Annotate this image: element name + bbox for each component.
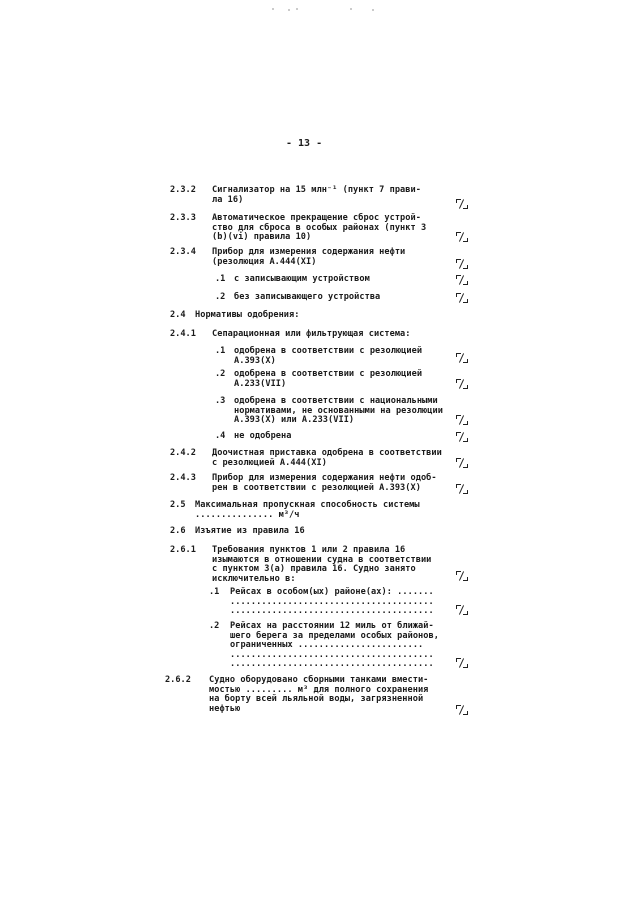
item-number: .3	[215, 396, 226, 406]
checkbox-icon[interactable]	[455, 292, 469, 304]
checkbox-icon[interactable]	[455, 704, 469, 716]
item-number: 2.6.2	[165, 675, 191, 685]
scan-speck	[296, 8, 298, 10]
checkbox-icon[interactable]	[455, 570, 469, 582]
item-number: .1	[215, 346, 226, 356]
checkbox-icon[interactable]	[455, 198, 469, 210]
item-number: .1	[209, 587, 220, 597]
item-text: Прибор для измерения содержания нефти (резолюция А.444(XI)	[212, 247, 406, 267]
item-text: Сепарационная или фильтрующая система:	[212, 329, 411, 339]
checkbox-icon[interactable]	[455, 258, 469, 270]
checkbox-icon[interactable]	[455, 274, 469, 286]
item-number: 2.5	[170, 500, 186, 510]
item-number: 2.4.3	[170, 473, 196, 483]
item-text: Доочистная приставка одобрена в соответствии с резолюцией А.444(XI)	[212, 448, 442, 468]
checkbox-icon[interactable]	[455, 414, 469, 426]
item-text: Автоматическое прекращение сброс устрой- ство для сброса в особых районах (пункт 3 (b)(vi) правила 10)	[212, 213, 427, 243]
checkbox-icon[interactable]	[455, 431, 469, 443]
item-number: .2	[209, 621, 220, 631]
item-text: одобрена в соответствии с резолюцией А.233(VII)	[234, 369, 423, 389]
section-heading: Нормативы одобрения:	[195, 310, 300, 320]
item-text: Максимальная пропускная способность системы ............... м³/ч	[195, 500, 420, 520]
item-text: Рейсах в особом(ых) районе(ах): ....... ....................................... .......................................	[230, 587, 434, 617]
item-text: одобрена в соответствии с национальными нормативами, не основанными на резолюции А.393(X) или А.233(VII)	[234, 396, 443, 426]
checkbox-icon[interactable]	[455, 483, 469, 495]
item-text: не одобрена	[234, 431, 292, 441]
item-number: .2	[215, 292, 226, 302]
checkbox-icon[interactable]	[455, 604, 469, 616]
item-number: .2	[215, 369, 226, 379]
scan-speck	[272, 8, 274, 10]
scan-speck	[350, 8, 352, 10]
item-text: Требования пунктов 1 или 2 правила 16 изымаются в отношении судна в соответствии с пунктом 3(а) правила 16. Судно занято исключительно в:	[212, 545, 432, 584]
item-number: 2.3.4	[170, 247, 196, 257]
item-text: с записывающим устройством	[234, 274, 370, 284]
checkbox-icon[interactable]	[455, 457, 469, 469]
item-number: 2.4.2	[170, 448, 196, 458]
item-text: одобрена в соответствии с резолюцией А.393(X)	[234, 346, 423, 366]
item-text: Прибор для измерения содержания нефти одоб- рен в соответствии с резолюцией А.393(X)	[212, 473, 437, 493]
checkbox-icon[interactable]	[455, 231, 469, 243]
section-heading: Изъятие из правила 16	[195, 526, 305, 536]
item-text: Судно оборудовано сборными танками вмести- мостью ......... м³ для полного сохранения на борту всей льяльной воды, загрязненной нефтью	[209, 675, 429, 714]
item-text: Рейсах на расстоянии 12 миль от ближай- шего берега за пределами особых районов, ограниченных ........................ ....................................... .......................................	[230, 621, 439, 670]
item-number: 2.6	[170, 526, 186, 536]
item-number: 2.4	[170, 310, 186, 320]
page-number: - 13 -	[286, 138, 323, 149]
item-text: Сигнализатор на 15 млн⁻¹ (пункт 7 прави- ла 16)	[212, 185, 421, 205]
item-number: .1	[215, 274, 226, 284]
item-number: .4	[215, 431, 226, 441]
item-number: 2.6.1	[170, 545, 196, 555]
checkbox-icon[interactable]	[455, 657, 469, 669]
item-number: 2.3.3	[170, 213, 196, 223]
checkbox-icon[interactable]	[455, 352, 469, 364]
item-number: 2.4.1	[170, 329, 196, 339]
scan-speck	[372, 9, 374, 11]
checkbox-icon[interactable]	[455, 378, 469, 390]
scan-speck	[288, 9, 290, 11]
item-number: 2.3.2	[170, 185, 196, 195]
item-text: без записывающего устройства	[234, 292, 381, 302]
